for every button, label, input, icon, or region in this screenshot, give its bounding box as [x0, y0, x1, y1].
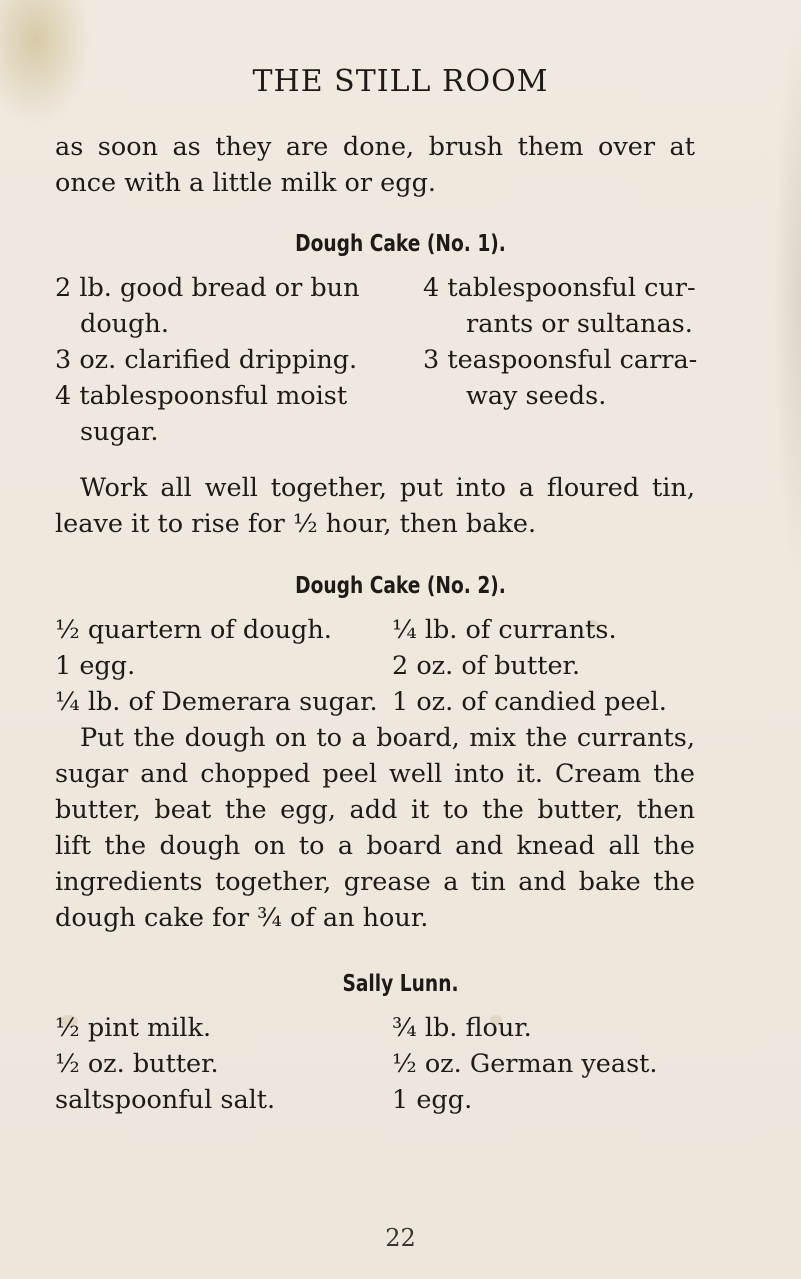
- ingredient-line: 3 oz. clarified dripping.: [55, 345, 358, 375]
- ingredient-line: ¼ lb. of Demerara sugar.: [55, 687, 378, 717]
- method-text-line: Work all well together, put into a floured tin,: [80, 473, 695, 503]
- method-text-line: leave it to rise for ½ hour, then bake.: [55, 509, 537, 539]
- recipe-heading: Dough Cake (No. 1).: [295, 231, 506, 257]
- body-text-line: as soon as they are done, brush them over at: [55, 132, 695, 162]
- ingredient-line: ¼ lb. of currants.: [392, 615, 617, 645]
- method-text-line: ingredients together, grease a tin and bake the: [55, 867, 695, 897]
- ingredient-line: dough.: [80, 309, 169, 339]
- ingredient-line: 2 lb. good bread or bun: [55, 273, 360, 303]
- page-number: 22: [385, 1224, 416, 1252]
- ingredient-line: 4 tablespoonsful cur-: [423, 273, 696, 303]
- ingredient-line: 1 egg.: [55, 651, 136, 681]
- body-text-line: once with a little milk or egg.: [55, 168, 437, 198]
- ingredient-line: 1 egg.: [392, 1085, 473, 1115]
- recipe-heading: Dough Cake (No. 2).: [295, 573, 506, 599]
- method-text-line: butter, beat the egg, add it to the butter, then: [55, 795, 695, 825]
- ingredient-line: ¾ lb. flour.: [392, 1013, 532, 1043]
- ingredient-line: 2 oz. of butter.: [392, 651, 581, 681]
- method-text-line: lift the dough on to a board and knead all the: [55, 831, 695, 861]
- ingredient-line: ½ quartern of dough.: [55, 615, 332, 645]
- running-head: THE STILL ROOM: [252, 64, 549, 99]
- recipe-heading: Sally Lunn.: [342, 971, 459, 997]
- ingredient-line: 1 oz. of candied peel.: [392, 687, 667, 717]
- ingredient-line: 3 teaspoonsful carra-: [423, 345, 698, 375]
- ingredient-line: 4 tablespoonsful moist: [55, 381, 348, 411]
- ingredient-line: rants or sultanas.: [466, 309, 693, 339]
- method-text-line: sugar and chopped peel well into it. Cream the: [55, 759, 695, 789]
- ingredient-line: way seeds.: [466, 381, 607, 411]
- method-text-line: Put the dough on to a board, mix the currants,: [80, 723, 695, 753]
- ingredient-line: ½ oz. German yeast.: [392, 1049, 658, 1079]
- ingredient-line: ½ pint milk.: [55, 1013, 212, 1043]
- ingredient-line: sugar.: [80, 417, 159, 447]
- ingredient-line: ½ oz. butter.: [55, 1049, 219, 1079]
- method-text-line: dough cake for ¾ of an hour.: [55, 903, 429, 933]
- ingredient-line: saltspoonful salt.: [55, 1085, 276, 1115]
